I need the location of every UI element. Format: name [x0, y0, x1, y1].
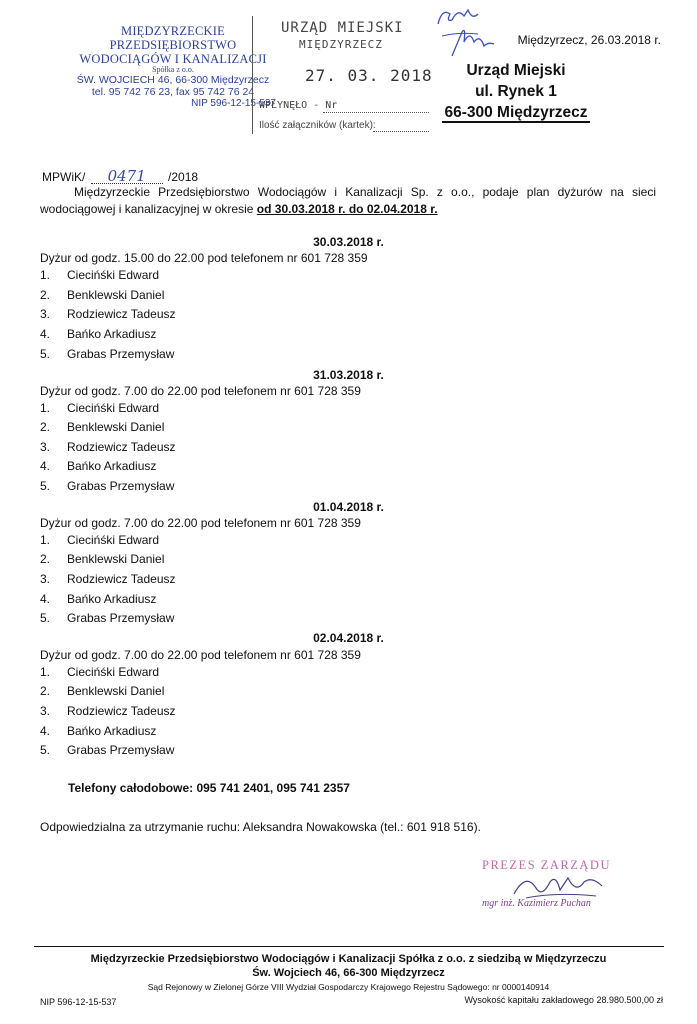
list-number: 3. — [40, 307, 51, 321]
person-name: Rodziewicz Tadeusz — [67, 307, 176, 321]
list-number: 5. — [40, 479, 51, 493]
received-stamp-attachments: Ilość załączników (kartek): — [259, 120, 376, 131]
reference-handwritten-number: 0471 — [91, 169, 163, 184]
list-number: 3. — [40, 572, 51, 586]
person-name: Ciecińśki Edward — [67, 533, 160, 547]
person-name: Bańko Arkadiusz — [67, 459, 157, 473]
list-number: 5. — [40, 743, 51, 757]
recipient-line1: Urząd Miejski — [466, 62, 566, 79]
intro-text: Międzyrzeckie Przedsiębiorstwo Wodociągów i Kanalizacji Sp. z o.o., podaje plan dyżurów na sieci wodociągowej i kanalizacyjnej w okresie — [40, 185, 656, 216]
list-item — [40, 592, 156, 606]
list-item — [40, 724, 156, 738]
person-name: Benklewski Daniel — [67, 288, 165, 302]
received-stamp-line2: MIĘDZYRZECZ — [299, 38, 383, 51]
stamp-company-line2: WODOCIĄGÓW I KANALIZACJI — [79, 52, 267, 66]
phones-24h: Telefony całodobowe: 095 741 2401, 095 741 2357 — [68, 781, 350, 795]
president-seal — [462, 858, 632, 922]
received-stamp-number: WPŁYNĘŁO - Nr — [259, 100, 338, 111]
list-number: 5. — [40, 347, 51, 361]
person-name: Ciecińśki Edward — [67, 401, 160, 415]
person-name: Grabas Przemysław — [67, 611, 175, 625]
day-heading: 30.03.2018 r. — [313, 235, 384, 249]
list-number: 5. — [40, 611, 51, 625]
person-name: Rodziewicz Tadeusz — [67, 440, 176, 454]
list-item — [40, 268, 159, 282]
person-name: Grabas Przemysław — [67, 479, 175, 493]
list-item — [40, 307, 176, 321]
list-number: 1. — [40, 268, 51, 282]
stamp-company-line1: MIĘDZYRZECKIE PRZEDSIĘBIORSTWO — [109, 24, 237, 52]
person-name: Bańko Arkadiusz — [67, 327, 157, 341]
person-name: Rodziewicz Tadeusz — [67, 704, 176, 718]
list-number: 3. — [40, 704, 51, 718]
list-item — [40, 533, 159, 547]
person-name: Ciecińśki Edward — [67, 665, 160, 679]
handwritten-initials — [428, 2, 504, 62]
company-stamp — [62, 24, 284, 110]
list-item — [40, 684, 164, 698]
received-stamp-line1: URZĄD MIEJSKI — [281, 20, 404, 36]
list-item — [40, 420, 164, 434]
list-number: 4. — [40, 724, 51, 738]
person-name: Benklewski Daniel — [67, 552, 165, 566]
list-number: 1. — [40, 665, 51, 679]
list-number: 2. — [40, 684, 51, 698]
received-stamp — [252, 16, 433, 134]
reference-suffix: /2018 — [168, 170, 199, 184]
list-item — [40, 479, 174, 493]
list-item — [40, 611, 174, 625]
seal-title: PREZES ZARZĄDU — [482, 858, 611, 872]
list-item — [40, 401, 159, 415]
recipient-line3: 66-300 Międzyrzecz — [444, 104, 588, 121]
received-stamp-attachments-line — [373, 131, 429, 132]
intro-period: od 30.03.2018 r. do 02.04.2018 r. — [256, 202, 438, 216]
list-item — [40, 440, 176, 454]
list-number: 1. — [40, 401, 51, 415]
person-name: Benklewski Daniel — [67, 420, 165, 434]
duty-line: Dyżur od godz. 7.00 do 22.00 pod telefonem nr 601 728 359 — [40, 516, 361, 530]
footer-divider — [34, 946, 664, 947]
person-name: Grabas Przemysław — [67, 347, 175, 361]
list-number: 4. — [40, 327, 51, 341]
day-heading: 31.03.2018 r. — [313, 368, 384, 382]
reference-number — [42, 169, 198, 184]
footer-company — [0, 952, 697, 980]
list-number: 2. — [40, 420, 51, 434]
list-item — [40, 459, 156, 473]
footer-court: Sąd Rejonowy w Zielonej Górze VIII Wydział Gospodarczy Krajowego Rejestru Sądowego: nr 0000140914 — [147, 982, 550, 992]
responsible-person: Odpowiedzialna za utrzymanie ruchu: Aleksandra Nowakowska (tel.: 601 918 516). — [40, 820, 481, 834]
person-name: Bańko Arkadiusz — [67, 592, 157, 606]
received-stamp-number-line — [323, 112, 429, 113]
list-item — [40, 552, 164, 566]
recipient-address — [432, 60, 600, 123]
footer-line1: Międzyrzeckie Przedsiębiorstwo Wodociągów i Kanalizacji Spółka z o.o. z siedzibą w Międzyrzeczu — [90, 953, 607, 965]
reference-prefix: MPWiK/ — [42, 170, 86, 184]
person-name: Ciecińśki Edward — [67, 268, 160, 282]
stamp-company-line3: Spółka z o.o. — [152, 65, 194, 74]
place-and-date: Międzyrzecz, 26.03.2018 r. — [517, 33, 661, 47]
intro-paragraph — [40, 184, 656, 218]
footer-capital: Wysokość kapitału zakładowego 28.980.500,00 zł — [464, 995, 663, 1005]
list-item — [40, 743, 174, 757]
day-heading: 01.04.2018 r. — [313, 500, 384, 514]
stamp-company-line6: NIP 596-12-15-537 — [191, 98, 276, 110]
duty-line: Dyżur od godz. 15.00 do 22.00 pod telefonem nr 601 728 359 — [40, 251, 368, 265]
received-stamp-date: 27. 03. 2018 — [305, 66, 433, 85]
list-item — [40, 704, 176, 718]
person-name: Bańko Arkadiusz — [67, 724, 157, 738]
list-item — [40, 572, 176, 586]
list-number: 3. — [40, 440, 51, 454]
list-item — [40, 665, 159, 679]
duty-line: Dyżur od godz. 7.00 do 22.00 pod telefonem nr 601 728 359 — [40, 384, 361, 398]
person-name: Rodziewicz Tadeusz — [67, 572, 176, 586]
stamp-company-line5: tel. 95 742 76 23, fax 95 742 76 24 — [91, 85, 255, 98]
list-number: 4. — [40, 592, 51, 606]
list-item — [40, 327, 156, 341]
duty-line: Dyżur od godz. 7.00 do 22.00 pod telefonem nr 601 728 359 — [40, 648, 361, 662]
recipient-line2: ul. Rynek 1 — [475, 83, 557, 100]
list-number: 4. — [40, 459, 51, 473]
list-number: 1. — [40, 533, 51, 547]
stamp-company-line4: ŚW. WOJCIECH 46, 66-300 Międzyrzecz — [76, 73, 270, 86]
seal-name: mgr inż. Kazimierz Puchan — [482, 898, 591, 909]
list-number: 2. — [40, 552, 51, 566]
list-item — [40, 288, 164, 302]
list-number: 2. — [40, 288, 51, 302]
footer-line2: Św. Wojciech 46, 66-300 Międzyrzecz — [252, 967, 445, 979]
person-name: Benklewski Daniel — [67, 684, 165, 698]
person-name: Grabas Przemysław — [67, 743, 175, 757]
day-heading: 02.04.2018 r. — [313, 631, 384, 645]
list-item — [40, 347, 174, 361]
footer-nip: NIP 596-12-15-537 — [40, 997, 117, 1007]
